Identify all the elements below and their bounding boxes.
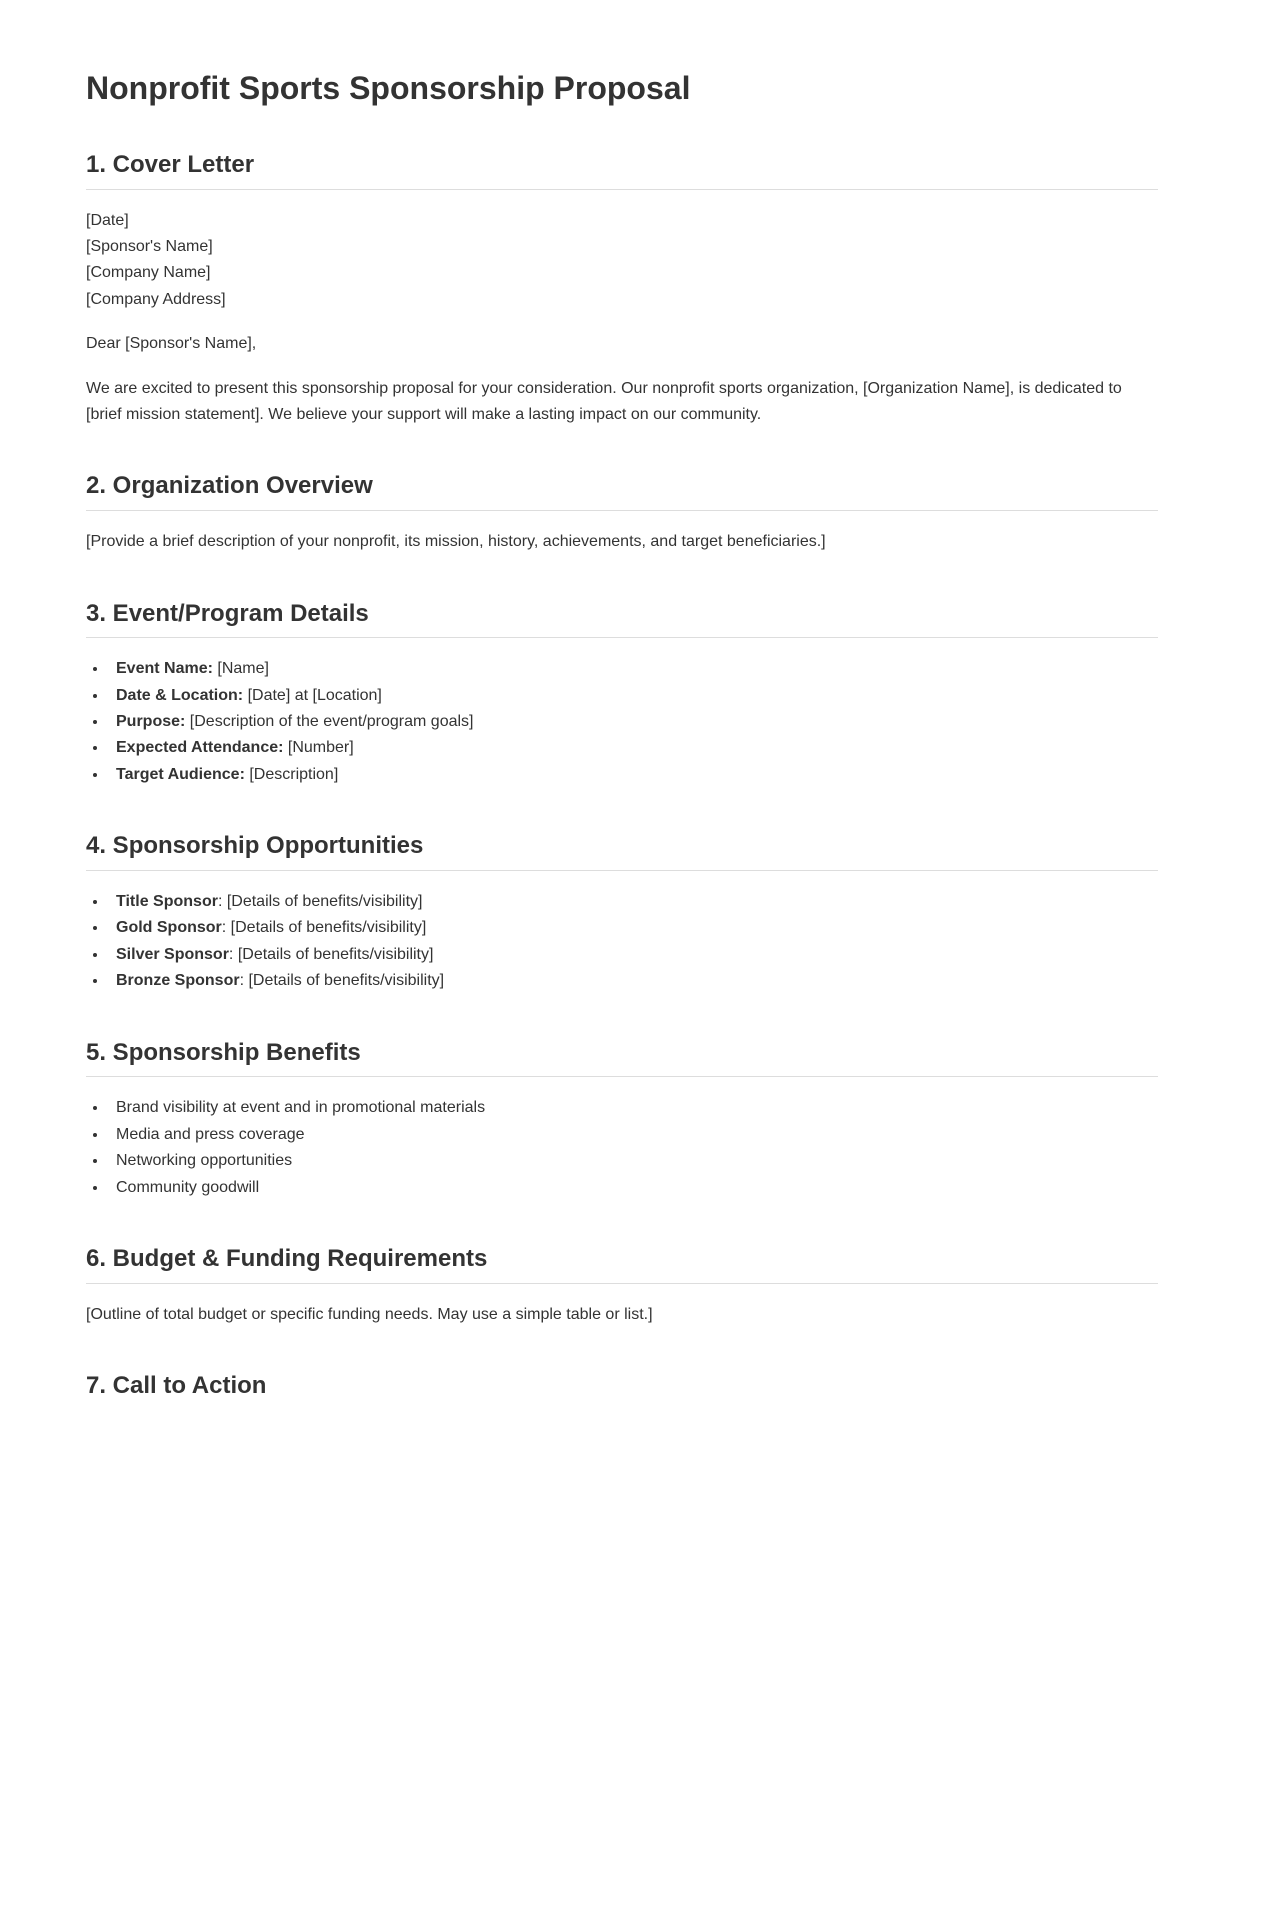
bullet-networking-text: Networking opportunities [116, 1152, 293, 1170]
organization-overview-body: [Provide a brief description of your nonprofit, its mission, history, achievements, and target beneficiaries.] [86, 533, 826, 551]
bullet-brand-visibility [108, 1095, 1158, 1121]
sponsorship-benefits-list [86, 1095, 1158, 1201]
address-line-sponsor-name: [Sponsor's Name] [86, 237, 213, 255]
bullet-date-location-label: Date & Location: [116, 686, 244, 704]
bullet-purpose-text: [Description of the event/program goals] [185, 713, 474, 731]
bullet-silver-sponsor-label: Silver Sponsor [116, 945, 229, 963]
section-cover-letter [86, 151, 1158, 429]
bullet-silver-sponsor-text: : [Details of benefits/visibility] [228, 945, 434, 963]
bullet-expected-attendance-label: Expected Attendance: [116, 739, 284, 757]
sponsorship-opportunities-list [86, 889, 1158, 995]
heading-organization-overview: 2. Organization Overview [86, 472, 1158, 511]
bullet-expected-attendance-text: [Number] [283, 739, 354, 757]
bullet-date-location [108, 683, 1158, 709]
bullet-expected-attendance [108, 735, 1158, 761]
section-sponsorship-opportunities [86, 832, 1158, 994]
heading-budget: 6. Budget & Funding Requirements [86, 1245, 1158, 1284]
bullet-gold-sponsor-label: Gold Sponsor [116, 919, 222, 937]
bullet-media-coverage-text: Media and press coverage [116, 1125, 305, 1143]
bullet-event-name [108, 656, 1158, 682]
heading-sponsorship-opportunities: 4. Sponsorship Opportunities [86, 832, 1158, 871]
heading-call-to-action: 7. Call to Action [86, 1372, 267, 1400]
document-page [86, 0, 1158, 1401]
bullet-title-sponsor-label: Title Sponsor [116, 893, 218, 911]
bullet-purpose [108, 709, 1158, 735]
event-details-list [86, 656, 1158, 788]
bullet-networking [108, 1148, 1158, 1174]
bullet-target-audience-text: [Description] [244, 765, 339, 783]
bullet-bronze-sponsor-text: : [Details of benefits/visibility] [239, 972, 445, 990]
bullet-target-audience-label: Target Audience: [116, 765, 245, 783]
bullet-brand-visibility-text: Brand visibility at event and in promotional materials [116, 1099, 486, 1117]
section-budget [86, 1245, 1158, 1328]
address-line-company-address: [Company Address] [86, 290, 226, 308]
document-title: Nonprofit Sports Sponsorship Proposal [86, 70, 691, 106]
bullet-title-sponsor-text: : [Details of benefits/visibility] [217, 893, 423, 911]
heading-event-details: 3. Event/Program Details [86, 600, 1158, 639]
bullet-media-coverage [108, 1122, 1158, 1148]
bullet-target-audience [108, 762, 1158, 788]
section-call-to-action [86, 1372, 1158, 1401]
cover-letter-address-block [86, 208, 1158, 314]
address-line-company-name: [Company Name] [86, 264, 211, 282]
bullet-event-name-text: [Name] [212, 660, 269, 678]
section-sponsorship-benefits [86, 1039, 1158, 1201]
bullet-bronze-sponsor [108, 968, 1158, 994]
heading-sponsorship-benefits: 5. Sponsorship Benefits [86, 1039, 1158, 1078]
bullet-community-goodwill-text: Community goodwill [116, 1178, 260, 1196]
budget-body: [Outline of total budget or specific funding needs. May use a simple table or list.] [86, 1305, 653, 1323]
bullet-title-sponsor [108, 889, 1158, 915]
bullet-purpose-label: Purpose: [116, 713, 186, 731]
heading-cover-letter: 1. Cover Letter [86, 151, 1158, 190]
section-event-details [86, 600, 1158, 789]
bullet-event-name-label: Event Name: [116, 660, 213, 678]
address-line-date: [Date] [86, 211, 129, 229]
cover-letter-body: We are excited to present this sponsorship proposal for your consideration. Our nonprofit sports organization, [Organization Name], is dedicated to [brief mission statement]. We believe your support will make a lasting impact on our community. [86, 379, 1122, 423]
bullet-silver-sponsor [108, 942, 1158, 968]
bullet-bronze-sponsor-label: Bronze Sponsor [116, 972, 240, 990]
bullet-community-goodwill [108, 1175, 1158, 1201]
bullet-date-location-text: [Date] at [Location] [243, 686, 382, 704]
cover-letter-salutation: Dear [Sponsor's Name], [86, 335, 257, 353]
section-organization-overview [86, 472, 1158, 555]
bullet-gold-sponsor-text: : [Details of benefits/visibility] [221, 919, 427, 937]
bullet-gold-sponsor [108, 915, 1158, 941]
